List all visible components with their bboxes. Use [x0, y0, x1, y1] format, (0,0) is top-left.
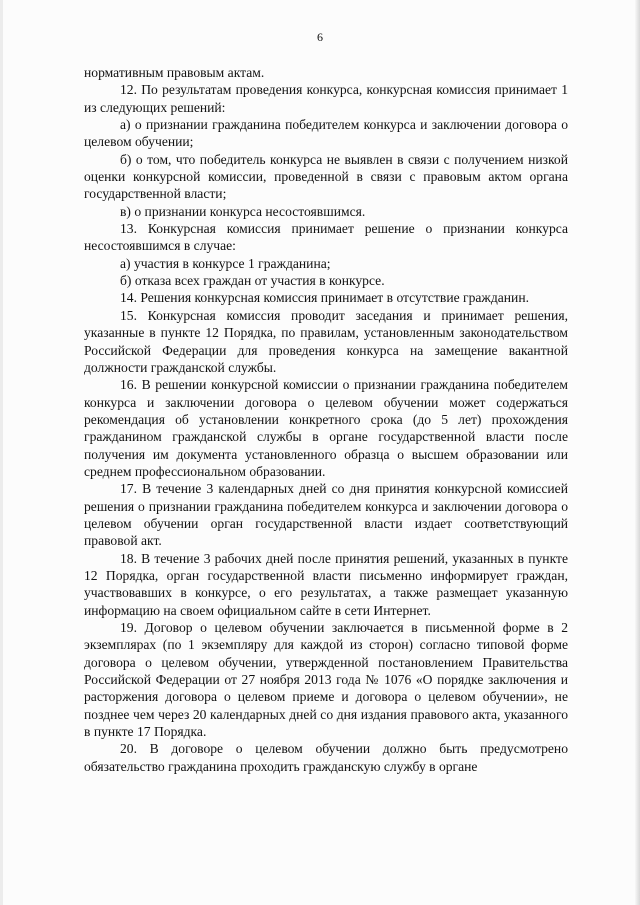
- paragraph-13-b: б) отказа всех граждан от участия в конкурсе.: [120, 273, 385, 289]
- paragraph-18: 18. В течение 3 рабочих дней после принятия решений, указанных в пункте 12 Порядка, орган государственной власти письменно информирует граждан, участвовавших в конкурсе, о его результатах, а также размещает указанную информацию на своем официальном сайте в сети Интернет.: [84, 550, 568, 618]
- paragraph-12-v: в) о признании конкурса несостоявшимся.: [120, 203, 366, 219]
- paragraph-20: 20. В договоре о целевом обучении должно быть предусмотрено обязательство гражданина проходить гражданскую службу в органе: [84, 741, 568, 774]
- document-body: [84, 64, 568, 775]
- paragraph-12-b: б) о том, что победитель конкурса не выявлен в связи с получением низкой оценки конкурсной комиссии, проведенной в связи с правовым актом органа государственной власти;: [84, 151, 568, 202]
- paragraph-continuation: нормативным правовым актам.: [84, 65, 265, 80]
- paragraph-15: 15. Конкурсная комиссия проводит заседания и принимает решения, указанные в пункте 12 Порядка, по правилам, установленным законодательством Российской Федерации для проведения конкурса на замещение вакантной должности гражданской службы.: [84, 307, 568, 375]
- paragraph-16: 16. В решении конкурсной комиссии о признании гражданина победителем конкурса и заключении договора о целевом обучении может содержаться рекомендация об установлении конкретного срока (до 5 лет) прохождения гражданином гражданской службы в органе государственной власти после получения им документа установленного образца о высшем образовании или среднем профессиональном образовании.: [84, 377, 568, 479]
- page-edge-right: [634, 0, 640, 905]
- paragraph-13-a: а) участия в конкурсе 1 гражданина;: [120, 255, 331, 271]
- paragraph-13: 13. Конкурсная комиссия принимает решение о признании конкурса несостоявшимся в случае:: [84, 221, 568, 254]
- paragraph-14: 14. Решения конкурсная комиссия принимает в отсутствие гражданин.: [120, 290, 529, 306]
- paragraph-12-a: а) о признании гражданина победителем конкурса и заключении договора о целевом обучении;: [84, 117, 568, 150]
- paragraph-17: 17. В течение 3 календарных дней со дня принятия конкурсной комиссией решения о признании гражданина победителем конкурса и заключении договора о целевом обучении орган государственной власти издает соответствующий правовой акт.: [84, 481, 568, 549]
- page-edge-left: [0, 0, 3, 905]
- paragraph-12: 12. По результатам проведения конкурса, конкурсная комиссия принимает 1 из следующих решений:: [84, 82, 568, 115]
- paragraph-19: 19. Договор о целевом обучении заключается в письменной форме в 2 экземплярах (по 1 экземпляру для каждой из сторон) согласно типовой форме договора о целевом обучении, утвержденной постановлением Правительства Российской Федерации от 27 ноября 2013 года № 1076 «О порядке заключения и расторжения договора о целевом приеме и договора о целевом обучении», не позднее чем через 20 календарных дней со дня издания правового акта, указанного в пункте 17 Порядка.: [84, 620, 568, 740]
- page-number: 6: [317, 30, 323, 44]
